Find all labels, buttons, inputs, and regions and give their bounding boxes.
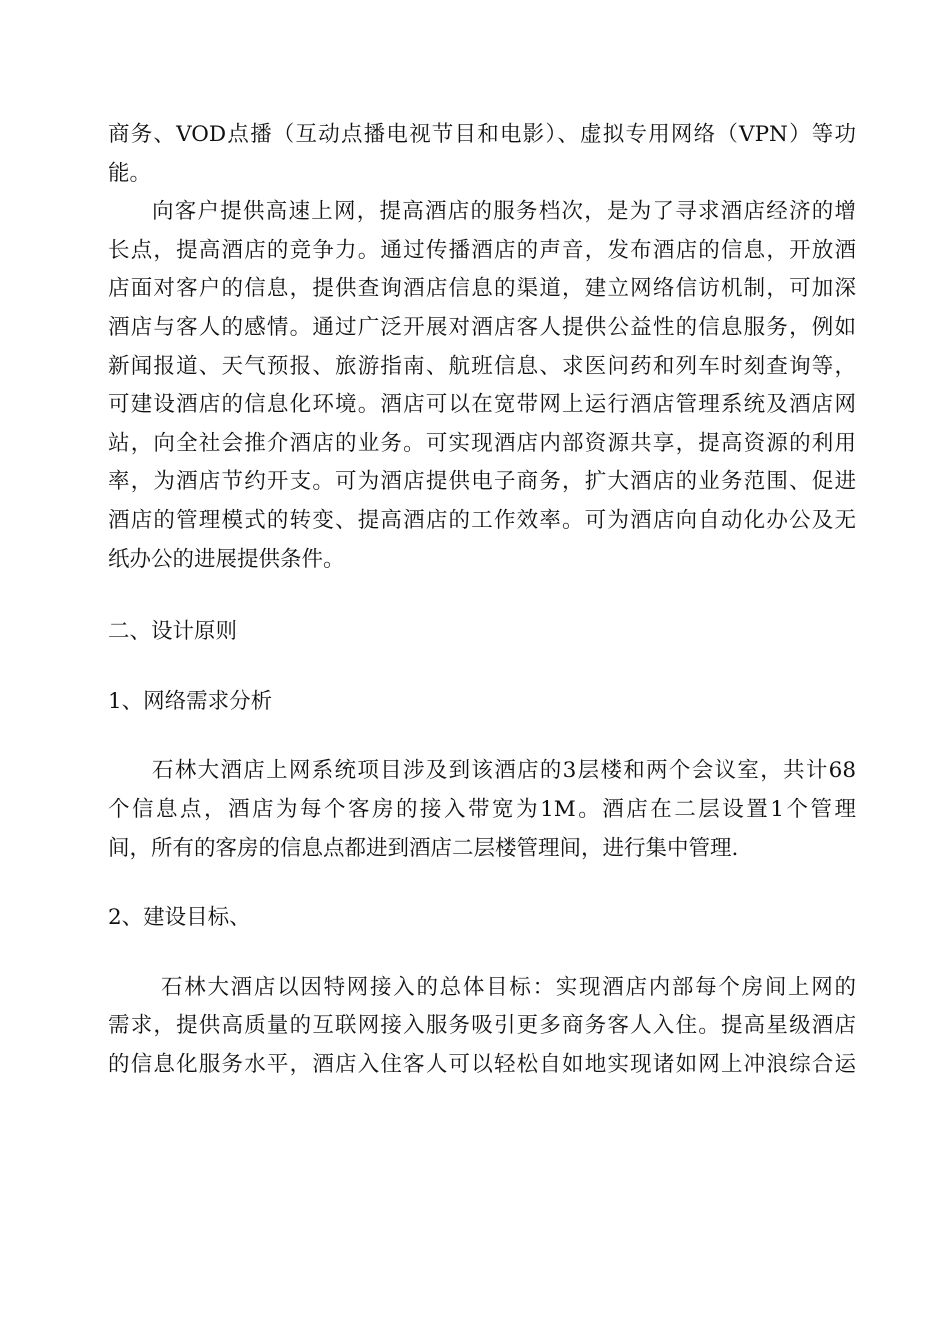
text-line: 石林大酒店以因特网接入的总体目标：实现酒店内部每个房间上网的	[161, 974, 856, 1000]
paragraph-intro-continuation	[108, 116, 856, 193]
paragraph-construction-goals	[108, 969, 856, 1085]
paragraph-network-requirements	[108, 752, 856, 868]
text-line: 店面对客户的信息，提供查询酒店信息的渠道，建立网络信访机制，可加深	[108, 276, 856, 302]
text-line: 向客户提供高速上网，提高酒店的服务档次，是为了寻求酒店经济的增	[152, 199, 856, 225]
paragraph-benefits	[108, 193, 856, 579]
text-line: 酒店与客人的感情。通过广泛开展对酒店客人提供公益性的信息服务，例如	[108, 314, 856, 340]
text-line: 需求，提供高质量的互联网接入服务吸引更多商务客人入住。提高星级酒店	[108, 1013, 856, 1039]
subsection-heading: 1、网络需求分析	[108, 688, 273, 714]
text-line: 个信息点，酒店为每个客房的接入带宽为1M。酒店在二层设置1个管理	[108, 796, 856, 822]
text-line: 可建设酒店的信息化环境。酒店可以在宽带网上运行酒店管理系统及酒店网	[108, 392, 856, 418]
text-line: 能。	[108, 160, 152, 186]
text-line: 站，向全社会推介酒店的业务。可实现酒店内部资源共享，提高资源的利用	[108, 430, 856, 456]
text-line: 长点，提高酒店的竞争力。通过传播酒店的声音，发布酒店的信息，开放酒	[108, 237, 856, 263]
section-heading: 二、设计原则	[108, 619, 238, 645]
text-line: 酒店的管理模式的转变、提高酒店的工作效率。可为酒店向自动化办公及无	[108, 507, 856, 533]
text-line: 新闻报道、天气预报、旅游指南、航班信息、求医问药和列车时刻查询等，	[108, 353, 856, 379]
document-page	[108, 116, 856, 1084]
text-line: 石林大酒店上网系统项目涉及到该酒店的3层楼和两个会议室，共计68	[152, 758, 856, 784]
text-line: 间，所有的客房的信息点都进到酒店二层楼管理间，进行集中管理.	[108, 835, 739, 861]
text-line: 率，为酒店节约开支。可为酒店提供电子商务，扩大酒店的业务范围、促进	[108, 469, 856, 495]
subsection-heading: 2、建设目标、	[108, 905, 251, 931]
text-line: 的信息化服务水平，酒店入住客人可以轻松自如地实现诸如网上冲浪综合运	[108, 1051, 856, 1077]
text-line: 纸办公的进展提供条件。	[108, 546, 345, 572]
text-line: 商务、VOD点播（互动点播电视节目和电影）、虚拟专用网络（VPN）等功	[108, 122, 856, 147]
